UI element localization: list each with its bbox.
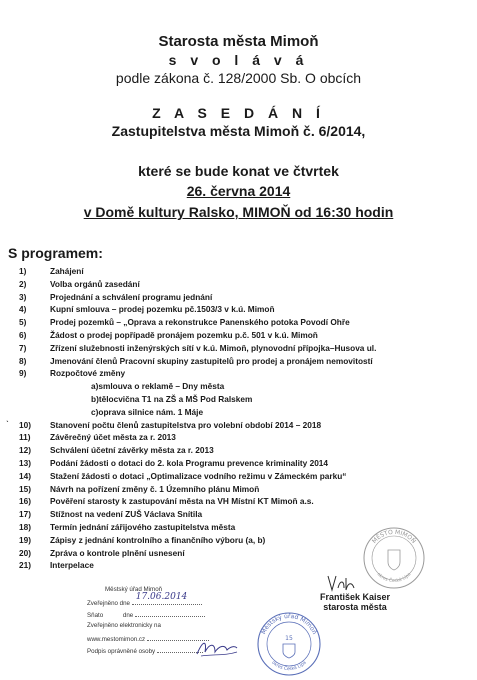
program-item: 8) Jmenování členů Pracovní skupiny zastupitelů pro prodej a pronájem nemovitostí xyxy=(19,355,373,366)
program-subitem: a)smlouva o reklamě – Dny města xyxy=(91,381,225,392)
program-item: 9) Rozpočtové změny xyxy=(19,368,126,379)
program-item: 2) Volba orgánů zasedání xyxy=(19,278,140,289)
program-item: 4) Kupní smlouva – prodej pozemku pč.1503/3 v k.ú. Mimoň xyxy=(19,304,275,315)
svg-text:okres Česká Lípa xyxy=(376,572,413,584)
posted-row xyxy=(87,592,202,607)
meeting-place: v Domě kultury Ralsko, MIMOŇ od 16:30 hodin xyxy=(83,204,394,220)
office-name: Městský úřad Mimoň xyxy=(105,586,163,593)
program-subitem: b)tělocvična T1 na ZŠ a MŠ Pod Ralskem xyxy=(91,393,253,404)
program-item: 21) Interpelace xyxy=(19,560,94,571)
signer-block xyxy=(305,592,405,612)
program-item: 18) Termín jednání zářijového zastupitelstva města xyxy=(19,521,236,532)
signer-role: starosta města xyxy=(323,602,387,612)
office-stamp-number: 15 xyxy=(285,635,293,642)
program-item: 11) Závěrečný účet města za r. 2013 xyxy=(19,432,176,443)
posted-date-handwritten: 17.06.2014 xyxy=(135,592,188,602)
program-item: 16) Pověření starosty k zastupování města na VH Místní KT Mimoň a.s. xyxy=(19,496,314,507)
posted-label: Zveřejněno dne xyxy=(87,600,130,607)
meeting-subtitle: Zastupitelstva města Mimoň č. 6/2014, xyxy=(111,123,366,139)
town-stamp xyxy=(362,526,426,590)
program-item: 5) Prodej pozemků – „Oprava a rekonstrukce Panenského potoka Povodí Ohře xyxy=(19,317,350,328)
mayor-signature xyxy=(326,572,356,594)
margin-mark: ˋ xyxy=(6,419,9,429)
website: www.mestomimon.cz xyxy=(87,636,146,643)
program-item: 3) Projednání a schválení programu jednání xyxy=(19,291,213,302)
meeting-date: 26. června 2014 xyxy=(186,183,291,199)
removed-row xyxy=(87,610,205,619)
electronic-label: Zveřejněno elektronicky na xyxy=(87,622,161,629)
meeting-title: Z A S E D Á N Í xyxy=(152,105,325,121)
program-heading: S programem: xyxy=(8,245,103,261)
convener-line: Starosta města Mimoň xyxy=(158,33,319,50)
office-stamp xyxy=(255,610,323,678)
meeting-when-intro: které se bude konat ve čtvrtek xyxy=(138,163,339,179)
program-item: 12) Schválení účetní závěrky města za r. 2013 xyxy=(19,445,214,456)
program-item: 6) Žádost o prodej popřípadě pronájem pozemku p.č. 501 v k.ú. Mimoň xyxy=(19,329,318,340)
program-item: 17) Stížnost na vedení ZUŠ Václava Snítila xyxy=(19,509,203,520)
program-item: 15) Návrh na pořízení změny č. 1 Územního plánu Mimoň xyxy=(19,483,260,494)
program-item: 20) Zpráva o kontrole plnění usnesení xyxy=(19,547,185,558)
program-item: ˋ 10) Stanovení počtu členů zastupitelstva pro volební období 2014 – 2018 xyxy=(6,419,322,430)
signature-row xyxy=(87,646,203,655)
program-item: 1) Zahájení xyxy=(19,266,84,276)
signer-name: František Kaiser xyxy=(319,592,391,602)
town-stamp-bottom-text: okres Česká Lípa xyxy=(375,572,413,585)
removed-dne: dne xyxy=(122,612,134,619)
svg-text:Městský úřad Mimoň xyxy=(260,613,318,636)
convenes-line: s v o l á v á xyxy=(168,52,309,68)
removed-label: Sňato xyxy=(87,612,104,619)
program-item: 14) Stažení žádosti o dotaci „Optimalizace vodního režimu v Zámeckém parku“ xyxy=(19,470,347,481)
signature-label: Podpis oprávněné osoby xyxy=(87,648,156,655)
law-reference: podle zákona č. 128/2000 Sb. O obcích xyxy=(115,70,362,86)
program-subitem: c)oprava silnice nám. 1 Máje xyxy=(91,406,204,417)
town-stamp-top-text: MĚSTO MIMOŇ xyxy=(370,528,418,545)
website-row xyxy=(87,634,209,643)
removed-dots xyxy=(135,610,205,617)
official-signature xyxy=(195,638,239,660)
program-item: 7) Zřízení služebnosti inženýrských sítí v k.ú. Mimoň, plynovodní přípojka–Husova ul. xyxy=(19,342,377,353)
posted-dots xyxy=(132,592,202,605)
program-item: 19) Zápisy z jednání kontrolního a finančního výboru (a, b) xyxy=(19,534,266,545)
program-item: 13) Podání žádosti o dotaci do 2. kola Programu prevence kriminality 2014 xyxy=(19,457,329,468)
office-stamp-bottom-text: okres Česká Lípa xyxy=(270,660,308,673)
office-stamp-top-text: Městský úřad Mimoň xyxy=(260,612,318,636)
svg-text:MĚSTO MIMOŇ xyxy=(371,529,417,545)
